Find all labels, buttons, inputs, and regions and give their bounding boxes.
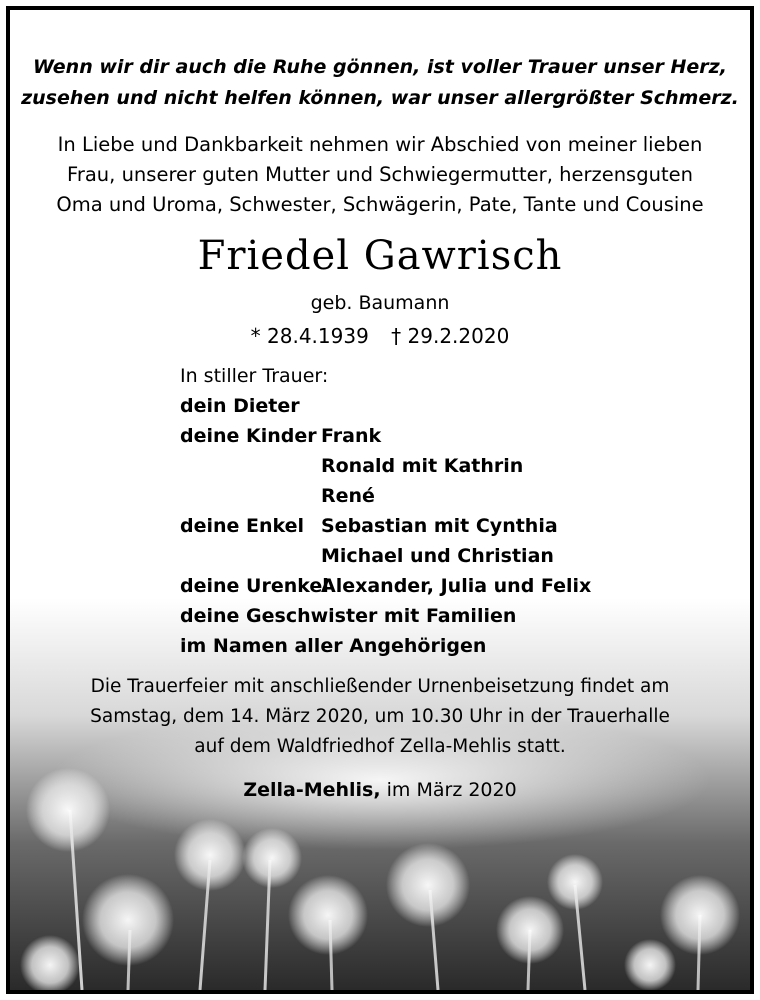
obituary-frame [6, 6, 754, 994]
intro-line: Frau, unserer guten Mutter und Schwiegermutter, herzensguten [67, 163, 693, 186]
mourner-relation: deine Geschwister mit Familien [180, 605, 517, 627]
closing-place: Zella-Mehlis, [243, 779, 381, 801]
mourner-row [180, 601, 591, 631]
birth-name: geb. Baumann [310, 292, 450, 314]
death-date: † 29.2.2020 [391, 324, 510, 348]
mourner-relation [180, 451, 321, 481]
deceased-name: Friedel Gawrisch [197, 233, 563, 279]
life-dates [10, 322, 750, 350]
mourner-relation: im Namen aller Angehörigen [180, 635, 487, 657]
mourner-row [180, 391, 591, 421]
service-line: Samstag, dem 14. März 2020, um 10.30 Uhr in der Trauerhalle [90, 706, 670, 727]
mourner-row [180, 541, 591, 571]
mourner-row [180, 511, 591, 541]
service-line: auf dem Waldfriedhof Zella-Mehlis statt. [194, 736, 566, 757]
mourner-row [180, 631, 591, 661]
mourner-relation [180, 541, 321, 571]
mourner-names: Sebastian mit Cynthia [321, 515, 558, 537]
mourner-relation: deine Urenkel [180, 575, 329, 597]
mourner-relation: dein Dieter [180, 395, 300, 417]
mourner-relation: deine Enkel [180, 515, 305, 537]
mourner-names: Alexander, Julia und Felix [321, 575, 592, 597]
mourner-row [180, 481, 591, 511]
mourner-names: Michael und Christian [321, 545, 554, 567]
mourners-label: In stiller Trauer: [180, 365, 329, 387]
mourner-row [180, 451, 591, 481]
mourner-row [180, 571, 591, 601]
closing-date: im März 2020 [386, 779, 517, 801]
mourner-names: Ronald mit Kathrin [321, 455, 524, 477]
verse-line: zusehen und nicht helfen können, war unser allergrößter Schmerz. [21, 87, 739, 109]
farewell-intro [10, 130, 750, 220]
intro-line: In Liebe und Dankbarkeit nehmen wir Abschied von meiner lieben [57, 133, 703, 156]
service-line: Die Trauerfeier mit anschließender Urnenbeisetzung findet am [90, 676, 670, 697]
intro-line: Oma und Uroma, Schwester, Schwägerin, Pate, Tante und Cousine [56, 193, 704, 216]
mourner-relation: deine Kinder [180, 425, 317, 447]
mourner-names: René [321, 485, 375, 507]
mourners-list [180, 362, 591, 661]
funeral-service-info [10, 672, 750, 762]
mourner-row [180, 421, 591, 451]
mourner-names: Frank [321, 425, 382, 447]
mourner-relation [180, 481, 321, 511]
verse-line: Wenn wir dir auch die Ruhe gönnen, ist voller Trauer unser Herz, [33, 56, 727, 78]
birth-date: * 28.4.1939 [250, 324, 369, 348]
memorial-verse [10, 52, 750, 114]
place-and-date [10, 776, 750, 804]
